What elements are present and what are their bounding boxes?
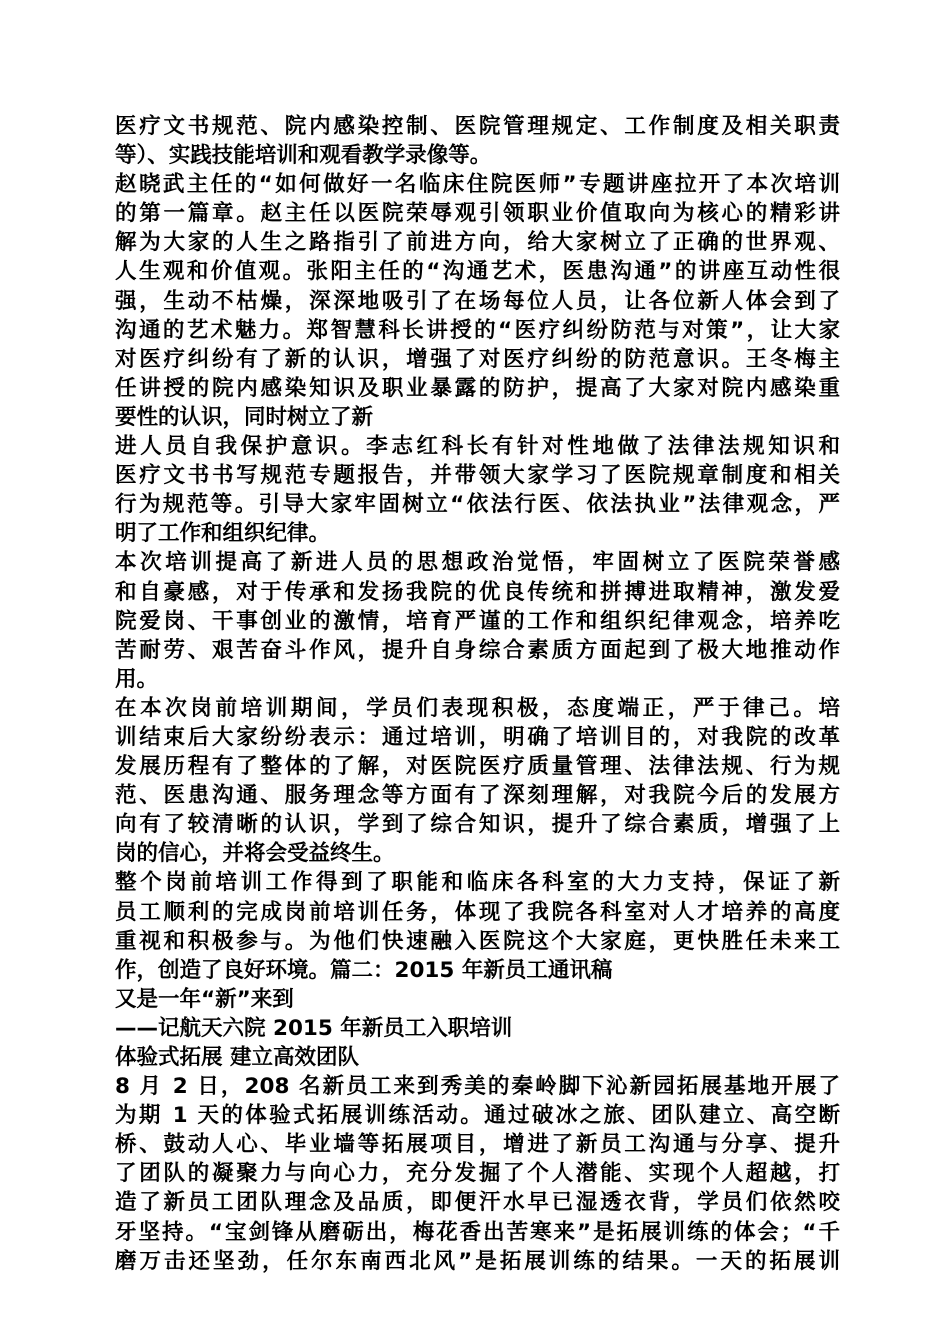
text-line: 发展历程有了整体的了解，对医院医疗质量管理、法律法规、行为规 xyxy=(115,754,840,780)
text-line: 向有了较清晰的认识，学到了综合知识，提升了综合素质，增强了上 xyxy=(115,812,840,838)
text-line: 任讲授的院内感染知识及职业暴露的防护，提高了大家对院内感染重 xyxy=(115,375,840,401)
text-line: 明了工作和组织纪律。 xyxy=(115,521,331,547)
text-line: 在本次岗前培训期间，学员们表现积极，态度端正，严于律己。培 xyxy=(115,695,840,721)
text-line: 进人员自我保护意识。李志红科长有针对性地做了法律法规知识和 xyxy=(115,434,840,460)
document-body xyxy=(115,112,840,1276)
text-line: 等）、实践技能培训和观看教学录像等。 xyxy=(115,143,492,169)
text-line: 用。 xyxy=(115,666,159,692)
text-line: 岗的信心，并将会受益终生。 xyxy=(115,841,395,867)
text-line: 桥、鼓动人心、毕业墙等拓展项目，增进了新员工沟通与分享、提升 xyxy=(115,1132,840,1158)
text-line: 牙坚持。“宝剑锋从磨砺出，梅花香出苦寒来”是拓展训练的体会；“千 xyxy=(115,1219,840,1245)
text-line: 院爱岗、干事创业的激情，培育严谨的工作和组织纪律观念，培养吃 xyxy=(115,608,840,634)
text-line: 人生观和价值观。张阳主任的“沟通艺术，医患沟通”的讲座互动性很 xyxy=(115,259,840,285)
text-line: 又是一年“新”来到 xyxy=(115,986,294,1012)
text-line: 行为规范等。引导大家牢固树立“依法行医、依法执业”法律观念，严 xyxy=(115,492,840,518)
text-line: 对医疗纠纷有了新的认识，增强了对医疗纠纷的防范意识。王冬梅主 xyxy=(115,346,840,372)
text-line: 医疗文书规范、院内感染控制、医院管理规定、工作制度及相关职责 xyxy=(115,114,840,139)
text-line: 赵晓武主任的“如何做好一名临床住院医师”专题讲座拉开了本次培训 xyxy=(115,172,840,198)
text-line: 8 月 2 日，208 名新员工来到秀美的秦岭脚下沁新园拓展基地开展了 xyxy=(115,1074,840,1100)
text-line: 和自豪感，对于传承和发扬我院的优良传统和拼搏进取精神，激发爱 xyxy=(115,579,840,605)
text-line: 体验式拓展 建立高效团队 xyxy=(115,1045,359,1070)
text-line: 为期 1 天的体验式拓展训练活动。通过破冰之旅、团队建立、高空断 xyxy=(115,1103,840,1129)
text-line: 员工顺利的完成岗前培训任务，体现了我院各科室对人才培养的高度 xyxy=(115,899,840,925)
text-line: 整个岗前培训工作得到了职能和临床各科室的大力支持，保证了新 xyxy=(115,870,840,896)
text-line: ——记航天六院 2015 年新员工入职培训 xyxy=(115,1015,513,1041)
text-line: 要性的认识，同时树立了新 xyxy=(115,404,374,430)
text-line: 的第一篇章。赵主任以医院荣辱观引领职业价值取向为核心的精彩讲 xyxy=(115,201,840,227)
text-line: 造了新员工团队理念及品质，即便汗水早已湿透衣背，学员们依然咬 xyxy=(115,1190,840,1216)
text-line: 苦耐劳、艰苦奋斗作风，提升自身综合素质方面起到了极大地推动作 xyxy=(115,637,840,663)
text-line: 作，创造了良好环境。篇二：2015 年新员工通讯稿 xyxy=(115,957,613,983)
text-line: 了团队的凝聚力与向心力，充分发掘了个人潜能、实现个人超越，打 xyxy=(115,1161,840,1187)
text-line: 范、医患沟通、服务理念等方面有了深刻理解，对我院今后的发展方 xyxy=(115,783,840,809)
text-line: 解为大家的人生之路指引了前进方向，给大家树立了正确的世界观、 xyxy=(115,230,840,256)
text-line: 医疗文书书写规范专题报告，并带领大家学习了医院规章制度和相关 xyxy=(115,463,840,489)
text-line: 强，生动不枯燥，深深地吸引了在场每位人员，让各位新人体会到了 xyxy=(115,288,840,314)
text-line: 沟通的艺术魅力。郑智慧科长讲授的“医疗纠纷防范与对策”，让大家 xyxy=(115,317,840,343)
text-line: 训结束后大家纷纷表示：通过培训，明确了培训目的，对我院的改革 xyxy=(115,724,840,750)
text-line: 重视和积极参与。为他们快速融入医院这个大家庭，更快胜任未来工 xyxy=(115,928,840,954)
text-line: 本次培训提高了新进人员的思想政治觉悟，牢固树立了医院荣誉感 xyxy=(115,550,840,576)
text-line: 磨万击还坚劲，任尔东南西北风”是拓展训练的结果。一天的拓展训 xyxy=(115,1248,840,1274)
